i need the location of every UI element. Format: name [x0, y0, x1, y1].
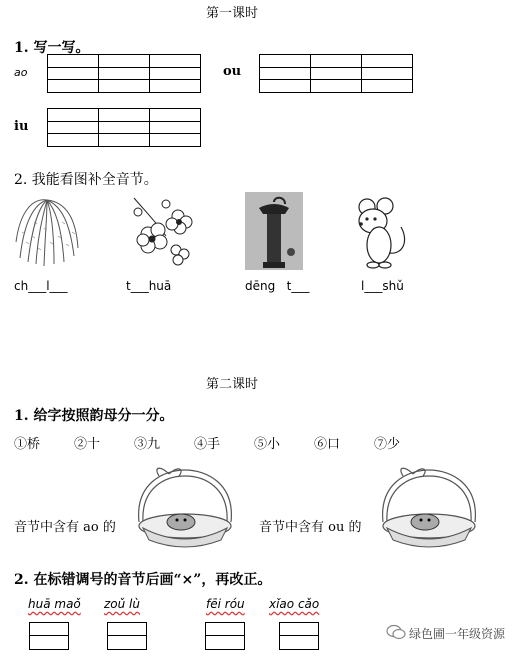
syllable-prompt-mouse: l___shǔ [361, 279, 404, 293]
char-item: ⑥口 [314, 437, 341, 452]
answer-box [29, 622, 69, 650]
basket-icon-right [377, 464, 481, 548]
lesson2-q1-title: 1. 给字按照韵母分一分。 [14, 408, 174, 424]
syllable-pair: huā maǒ [28, 597, 81, 611]
syllable-pair: fēi róu [206, 597, 245, 611]
char-item: ②十 [74, 437, 101, 452]
grid-label-ou: ou [223, 64, 242, 79]
wechat-icon [386, 624, 406, 640]
flowers-icon [126, 192, 196, 270]
char-item: ①桥 [14, 437, 41, 452]
basket-icon-left [133, 464, 237, 548]
writing-grid-ao [47, 54, 201, 93]
lesson1-q1-title: 1. 写一写。 [14, 40, 90, 56]
char-item: ③九 [134, 437, 161, 452]
syllable-pair: zoǔ lù [104, 597, 140, 611]
grid-label-ao: ao [14, 66, 28, 79]
char-item: ④手 [194, 437, 221, 452]
answer-box [279, 622, 319, 650]
syllable-prompt-willow: ch___l___ [14, 279, 68, 293]
syllable-pair: xǐao cǎo [269, 597, 320, 611]
basket-label-ao: 音节中含有 ao 的 [14, 520, 116, 535]
lesson1-title: 第一课时 [206, 6, 259, 21]
grid-label-iu: iu [14, 119, 29, 134]
lesson1-q2-title: 2. 我能看图补全音节。 [14, 172, 158, 188]
willow-tree-icon [14, 192, 80, 270]
lesson2-q2-title: 2. 在标错调号的音节后画“×”，再改正。 [14, 572, 272, 588]
writing-grid-ou [259, 54, 413, 93]
syllable-prompt-lamp: dēng t___ [245, 279, 310, 293]
lesson2-title: 第二课时 [206, 377, 259, 392]
character-list [14, 433, 424, 452]
char-item: ⑦少 [374, 437, 401, 452]
answer-box [205, 622, 245, 650]
writing-grid-iu [47, 108, 201, 147]
mouse-icon [349, 197, 413, 271]
lamp-icon [245, 192, 303, 270]
answer-box [107, 622, 147, 650]
syllable-prompt-flowers: t___huā [126, 279, 172, 293]
watermark-text: 绿色圃一年级资源 [409, 627, 506, 641]
basket-label-ou: 音节中含有 ou 的 [259, 520, 362, 535]
char-item: ⑤小 [254, 437, 281, 452]
